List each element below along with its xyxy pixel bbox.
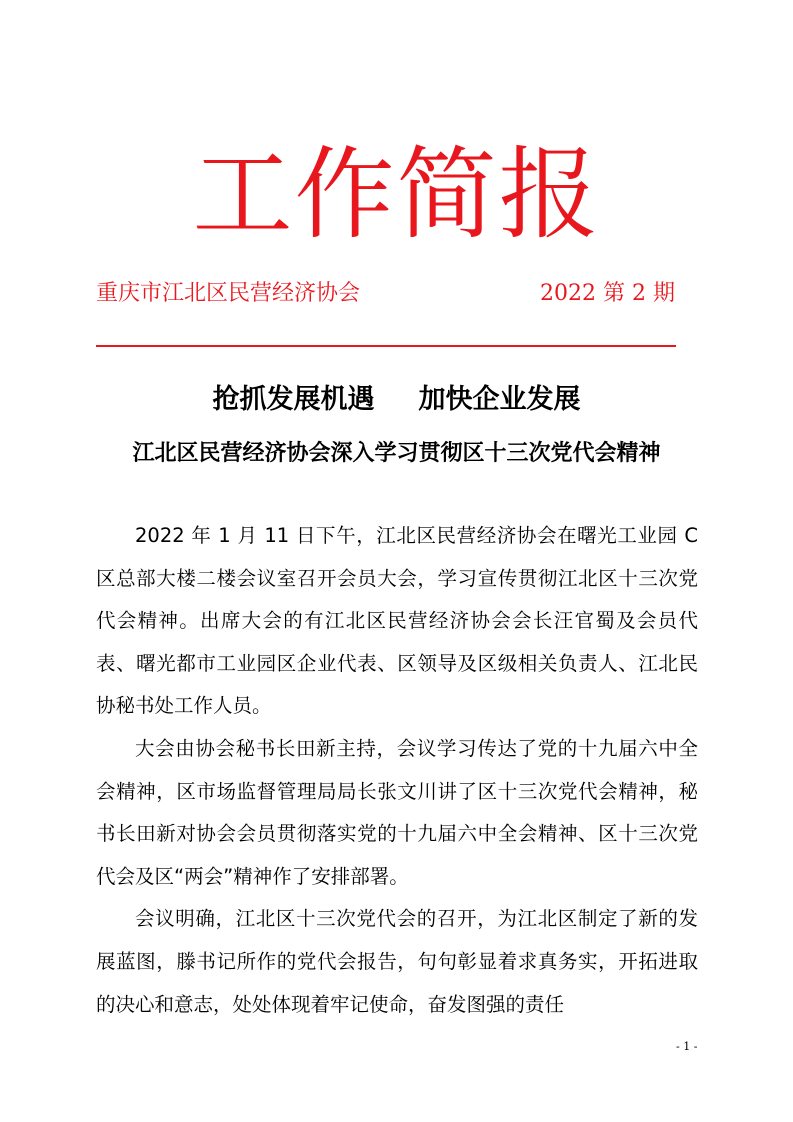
body-paragraph: 大会由协会秘书长田新主持，会议学习传达了党的十九届六中全会精神，区市场监督管理局局长张文川讲了区十三次党代会精神，秘书长田新对协会会员贯彻落实党的十九届六中全会精神、区十三次党代会及区“两会”精神作了安排部署。 — [96, 736, 698, 888]
article-headline — [0, 380, 793, 420]
body-paragraph: 会议明确，江北区十三次党代会的召开，为江北区制定了新的发展蓝图，滕书记所作的党代会报告，句句彰显着求真务实，开拓进取的决心和意志，处处体现着牢记使命，奋发图强的责任 — [96, 907, 698, 1016]
headline-part-2: 加快企业发展 — [418, 384, 581, 415]
masthead-title: 工作简报 — [192, 136, 601, 253]
article-body — [96, 515, 698, 1026]
article-subheadline: 江北区民营经济协会深入学习贯彻区十三次党代会精神 — [132, 441, 661, 466]
body-paragraph: 2022 年 1 月 11 日下午，江北区民营经济协会在曙光工业园 C 区总部大楼二楼会议室召开会员大会，学习宣传贯彻江北区十三次党代会精神。出席大会的有江北区民营经济协会会长汪官蜀及会员代表、曙光都市工业园区企业代表、区领导及区级相关负责人、江北民协秘书处工作人员。 — [96, 524, 698, 718]
red-divider-line — [96, 345, 676, 347]
page-number: - 1 - — [676, 1040, 698, 1053]
headline-part-1: 抢抓发展机遇 — [212, 384, 375, 415]
issue-number: 2022 第 2 期 — [540, 281, 675, 306]
issuing-organization: 重庆市江北区民营经济协会 — [96, 281, 361, 306]
